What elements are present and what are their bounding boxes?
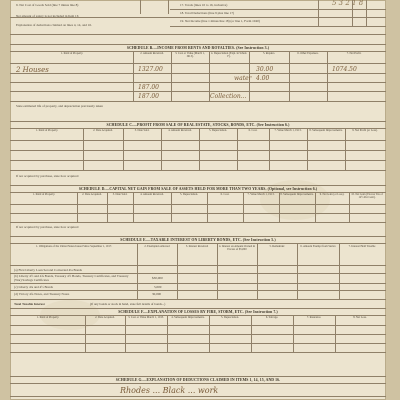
row-label: (a) First Liberty Loan Second Converted 4¼ Bonds — [14, 268, 82, 272]
exemption-value: 5,000 — [154, 285, 162, 289]
col-header: 4. Interest on Amount Owned in Excess of $5,000 — [218, 245, 256, 251]
col-header: 5. Remainder — [269, 245, 285, 248]
row-rule — [10, 299, 386, 300]
col-header: 7. Value March 1, 1913. — [274, 129, 302, 132]
col-header: 1. Kind of Property. — [35, 129, 59, 132]
col-header: 3. Cost or Value (March 1, 1913). — [175, 52, 205, 58]
section-rule — [10, 243, 386, 244]
col-header: 1. Kind of Property. — [60, 52, 84, 55]
schedule-b-footer: State estimated life of property, and depreciation previously taken — [16, 104, 103, 108]
col-header: 5. Depreciation. — [209, 129, 227, 132]
line-17-value: 5 3 2 1 8 — [332, 0, 364, 7]
col-divider — [315, 192, 316, 222]
schedule-g-handwriting: Rhodes ... Black ... work — [120, 386, 219, 395]
row-label: (b) Liberty 4½ and 4¾ Bonds, Treasury 4½ Bonds, Treasury Certificates, and Treasury (War) Savings Certificates — [14, 274, 129, 282]
row-rule — [10, 170, 386, 171]
line-rule — [10, 34, 386, 35]
line-9-label: 9. Net Cost of Goods Sold (line 7 minus line 8) — [16, 3, 79, 7]
section-rule — [10, 121, 386, 122]
schedule-c-title: SCHEDULE C.—PROFIT FROM SALE OF REAL ESTATE, STOCKS, BONDS, ETC. (See Instruction 6.) — [106, 123, 290, 127]
col-divider — [207, 192, 208, 222]
exemption-value: 30,000 — [152, 292, 162, 296]
col-divider — [171, 192, 172, 222]
col-divider — [279, 192, 280, 222]
col-divider — [307, 128, 308, 170]
schedule-b-title: SCHEDULE B.—INCOME FROM RENTS AND ROYALTIES. (See Instruction 3.) — [126, 46, 270, 50]
divider — [168, 0, 169, 14]
col-header: 2. Date Acquired. — [93, 129, 113, 132]
row-rule — [10, 343, 386, 344]
section-rule — [10, 376, 386, 377]
col-header: 8. Net Loss. — [353, 316, 367, 319]
property-kind: 2 Houses — [16, 66, 49, 74]
col-header: 2. Date Acquired. — [95, 316, 115, 319]
col-header: 7. Interest Held Taxable — [348, 245, 376, 248]
amount-received: 187.00 — [138, 93, 159, 100]
col-divider — [77, 192, 78, 222]
col-divider — [167, 315, 168, 352]
col-header: 10. Net Gain (Excess Tax of 12½ Per Cent). — [351, 193, 383, 199]
row-label: (c) Liberty 4¼ and 4½ Bonds — [14, 285, 53, 289]
cost-note: water — [234, 75, 252, 82]
section-rule — [10, 140, 386, 141]
col-header: 3. Date Sold. — [134, 129, 150, 132]
line-19-label: 19. Net Income (line 1 minus line 18) (or line 1, Form 1040) — [180, 19, 260, 23]
row-rule — [10, 150, 386, 151]
col-header: 6. Cost. — [248, 129, 258, 132]
col-divider — [243, 192, 244, 222]
section-rule — [10, 185, 386, 186]
col-header: 3. Cost or Value March 1, 1913. — [128, 316, 164, 319]
col-header: 6. Salvage. — [265, 316, 279, 319]
schedule-c-footer: If not acquired by purchase, state how acquired — [16, 174, 79, 178]
section-rule — [10, 44, 386, 45]
line-rule — [170, 26, 386, 27]
col-header: 1. Kind of Property. — [36, 316, 60, 319]
cost-note: Collection... — [210, 93, 247, 100]
col-divider — [209, 315, 210, 352]
row-rule — [10, 352, 386, 353]
line-18-label: 18. Total Deductions (line 9 plus line 17) — [180, 11, 235, 15]
col-header: 9. Net Gain (or Loss). — [319, 193, 345, 196]
row-rule — [10, 101, 386, 102]
row-rule — [10, 290, 386, 291]
col-divider — [349, 192, 350, 222]
col-divider — [269, 128, 270, 170]
col-header: 3. Date Sold. — [112, 193, 128, 196]
divider — [140, 0, 141, 14]
row-label: (d) Victory 4¾ Notes, and Treasury Notes — [14, 292, 70, 296]
line-17-label: 17. Totals (lines 10 to 16, inclusive) — [180, 3, 228, 7]
section-rule — [10, 236, 386, 237]
col-header: 6. Other Expenses. — [297, 52, 319, 55]
total-note: (If any bonds or stock in hand, state full details of bonds...) — [90, 301, 166, 306]
col-divider — [237, 128, 238, 170]
total-taxable-label: Total Taxable Interest — [14, 302, 45, 306]
depreciation: 4.00 — [256, 75, 270, 82]
schedule-f-title: SCHEDULE F.—EXPLANATION OF LOSSES BY FIRE, STORM, ETC. (See Instruction 7.) — [118, 310, 278, 314]
row-rule — [10, 222, 386, 223]
divider — [366, 0, 367, 27]
col-divider — [171, 51, 172, 101]
col-header: 7. Value March 1, 1913. — [247, 193, 275, 196]
row-rule — [10, 82, 386, 83]
schedule-g-title: SCHEDULE G.—EXPLANATION OF DEDUCTIONS CLAIMED IN ITEMS 1, 14, 15, AND 16. — [115, 378, 281, 382]
col-header: 8. Subsequent Improvements. — [309, 129, 343, 132]
col-header: 1. Obligations of the United States Issued Since September 1, 1917. — [36, 245, 112, 248]
section-rule — [10, 325, 386, 326]
col-header: 5. Repairs. — [262, 52, 276, 55]
tax-form-page — [10, 0, 386, 400]
col-header: 4. Amount Received. — [140, 193, 164, 196]
col-header: 7. Insurance. — [306, 316, 322, 319]
col-header: 4. Subsequent Improvements. — [171, 316, 205, 319]
schedule-e-title: SCHEDULE E.—TAXABLE INTEREST ON LIBERTY BONDS, ETC. (See Instruction 5.) — [120, 238, 276, 242]
row-rule — [10, 213, 386, 214]
line-rule — [170, 9, 386, 10]
amount-received: 1327.00 — [138, 66, 163, 73]
divider — [318, 0, 319, 27]
col-divider — [289, 51, 290, 101]
col-divider — [199, 128, 200, 170]
col-header: 6. Cost. — [220, 193, 230, 196]
amount-received: 187.00 — [138, 84, 159, 91]
schedule-d-title: SCHEDULE D.—CAPITAL NET GAIN FROM SALE OF ASSETS HELD FOR MORE THAN TWO YEARS. (Optional, see Instruction 6.) — [78, 187, 318, 191]
net-profit: 1074.50 — [332, 66, 357, 73]
salary-note: Net amount of salary is not included in Item 16 — [16, 14, 79, 18]
col-header: 8. Subsequent Improvements. — [280, 193, 314, 196]
col-header: 2. Date Acquired. — [82, 193, 102, 196]
section-rule — [10, 204, 386, 205]
col-divider — [251, 315, 252, 352]
col-divider — [123, 128, 124, 170]
col-divider — [85, 315, 86, 352]
row-rule — [10, 283, 386, 284]
col-header: 5. Depreciation. — [180, 193, 198, 196]
schedule-d-footer: If not acquired by purchase, state how acquired — [16, 225, 79, 229]
col-header: 9. Net Profit (or Loss). — [352, 129, 378, 132]
explanation-label: Explanation of deductions claimed on lines 4, 14, and 16. — [16, 23, 92, 27]
col-divider — [335, 315, 336, 352]
section-rule — [10, 63, 386, 64]
col-divider — [133, 51, 134, 101]
col-header: 2. Amount Received. — [140, 52, 164, 55]
section-rule — [10, 308, 386, 309]
row-rule — [10, 396, 386, 397]
row-rule — [10, 160, 386, 161]
col-divider — [125, 315, 126, 352]
col-header: 3. Interest Received — [185, 245, 209, 248]
col-header: 6. Amount Exempt from Surtax — [300, 245, 336, 248]
col-header: 4. Depreciation (Expl. in Sched. F). — [211, 52, 247, 58]
row-rule — [10, 73, 386, 74]
row-rule — [10, 91, 386, 92]
section-rule — [10, 265, 386, 266]
col-divider — [161, 128, 162, 170]
col-header: 4. Amount Received. — [168, 129, 192, 132]
col-header: 2. Exemption Allowed — [144, 245, 170, 248]
col-header: 1. Kind of Property. — [32, 193, 56, 196]
col-divider — [107, 192, 108, 222]
row-rule — [10, 334, 386, 335]
col-divider — [83, 128, 84, 170]
col-divider — [327, 51, 328, 101]
divider — [352, 0, 353, 27]
col-divider — [345, 128, 346, 170]
col-header: 7. Net Profit. — [346, 52, 362, 55]
col-header: 5. Depreciation. — [221, 316, 239, 319]
paper-stain — [260, 180, 330, 220]
col-divider — [133, 192, 134, 222]
depreciation: 30.00 — [256, 66, 274, 73]
col-divider — [293, 315, 294, 352]
section-rule — [10, 383, 386, 384]
exemption-value: $30,000 — [152, 276, 163, 280]
